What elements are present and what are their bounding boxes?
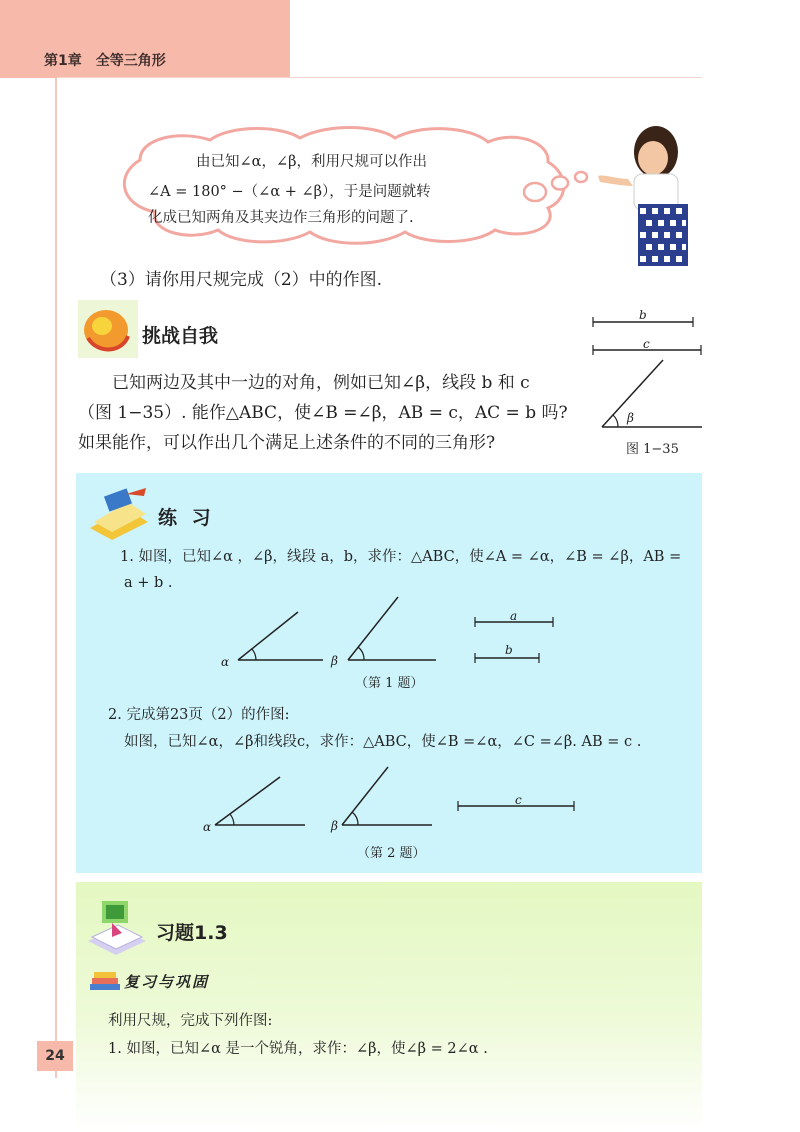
q2-label-alpha: α [203,820,212,834]
exercise-q2-figure [210,762,580,830]
exercise-q2-line-2: 如图，已知∠α，∠β和线段c，求作：△ABC，使∠B =∠α，∠C =∠β. AB = c . [124,734,642,750]
exercise-q1-line-1: 1. 如图，已知∠α ，∠β，线段 a，b，求作：△ABC，使∠A = ∠α，∠B = ∠β，AB = [120,549,682,565]
homework-title: 习题1.3 [156,922,228,944]
q1-label-b: b [505,643,513,657]
challenge-line-2: （图 1−35）. 能作△ABC，使∠B =∠β，AB = c，AC = b 吗? [78,403,568,423]
homework-q1: 1. 如图，已知∠α 是一个锐角，求作：∠β，使∠β = 2∠α . [108,1041,488,1057]
q1-label-a: a [510,609,518,623]
exercise-title: 练 习 [158,507,215,529]
homework-subtitle: 复习与巩固 [124,973,210,991]
exercise-q2-line-1: 2. 完成第23页（2）的作图: [108,707,290,723]
q1-label-beta: β [331,654,338,668]
homework-intro: 利用尺规，完成下列作图: [108,1013,273,1029]
figure-label-b: b [639,308,647,322]
books-icon [88,968,122,994]
challenge-icon [78,300,138,358]
page-number: 24 [37,1041,73,1071]
figure-label-c: c [643,337,650,351]
exercise-q2-caption: （第 2 题） [357,846,426,861]
question-3: （3）请你用尺规完成（2）中的作图. [100,270,383,290]
margin-rule [55,78,57,1078]
challenge-title: 挑战自我 [142,325,219,347]
chapter-title: 第1章 全等三角形 [44,53,166,69]
exercise-q1-line-2: a + b . [124,575,173,591]
thought-line-3: 化成已知两角及其夹边作三角形的问题了. [148,210,414,226]
q1-label-alpha: α [221,655,230,669]
header-rule [57,77,702,78]
exercise-icon [86,488,152,540]
thought-line-2: ∠A = 180° −（∠α + ∠β），于是问题就转 [148,184,431,200]
thought-line-1: 由已知∠α，∠β，利用尺规可以作出 [196,154,427,170]
figure-caption: 图 1−35 [626,442,679,457]
q2-label-c: c [515,793,522,807]
homework-icon [84,895,148,957]
challenge-line-3: 如果能作，可以作出几个满足上述条件的不同的三角形? [78,433,496,453]
figure-1-35 [588,302,706,432]
q2-label-beta: β [331,819,338,833]
exercise-q1-caption: （第 1 题） [355,676,424,691]
girl-illustration [598,124,700,270]
challenge-line-1: 已知两边及其中一边的对角，例如已知∠β，线段 b 和 c [112,373,530,393]
figure-label-beta: β [627,411,634,425]
